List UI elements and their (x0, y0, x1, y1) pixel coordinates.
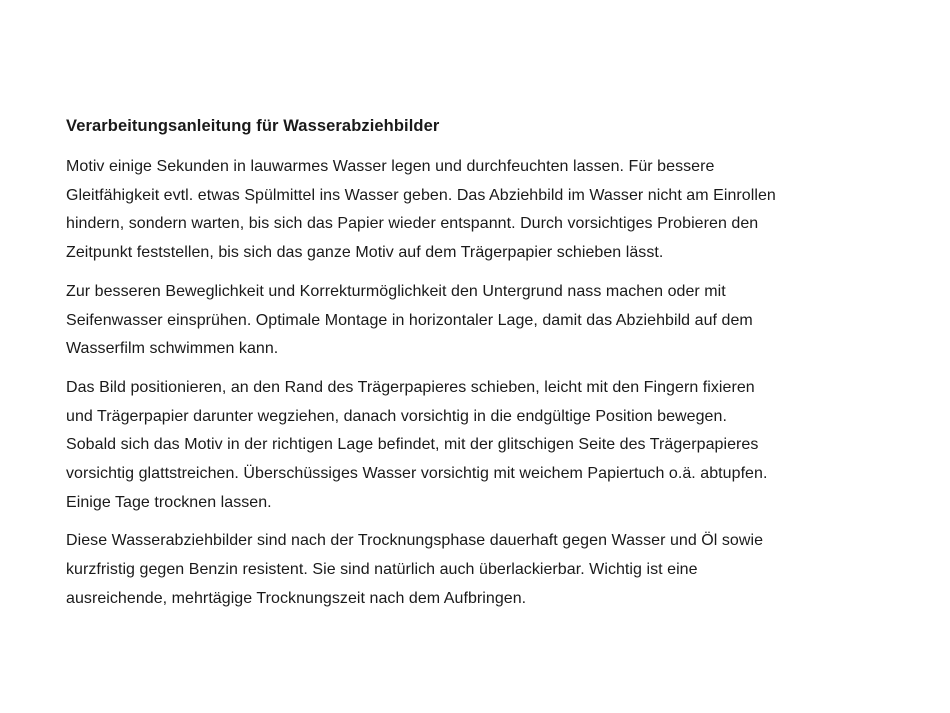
text-line: Wasserfilm schwimmen kann. (66, 340, 279, 358)
paragraph-soaking (66, 153, 888, 268)
paragraph-positioning (66, 374, 888, 518)
text-line: Einige Tage trocknen lassen. (66, 493, 272, 511)
document-content (66, 112, 888, 624)
text-line: Zeitpunkt feststellen, bis sich das ganze Motiv auf dem Trägerpapier schieben lässt. (66, 244, 664, 262)
text-line: Diese Wasserabziehbilder sind nach der Trocknungsphase dauerhaft gegen Wasser und Öl sowie (66, 532, 764, 550)
text-line: Seifenwasser einsprühen. Optimale Montage in horizontaler Lage, damit das Abziehbild auf dem (66, 311, 753, 329)
text-line: ausreichende, mehrtägige Trocknungszeit nach dem Aufbringen. (66, 589, 527, 607)
text-line: Motiv einige Sekunden in lauwarmes Wasser legen und durchfeuchten lassen. Für bessere (66, 158, 715, 175)
text-line: vorsichtig glattstreichen. Überschüssiges Wasser vorsichtig mit weichem Papiertuch o.ä. abtupfen. (66, 465, 768, 483)
text-line: Das Bild positionieren, an den Rand des Trägerpapieres schieben, leicht mit den Fingern fixieren (66, 378, 755, 396)
text-line: Sobald sich das Motiv in der richtigen Lage befindet, mit der glitschigen Seite des Trägerpapieres (66, 436, 759, 454)
text-line: hindern, sondern warten, bis sich das Papier wieder entspannt. Durch vorsichtiges Probieren den (66, 215, 759, 233)
text-line: kurzfristig gegen Benzin resistent. Sie sind natürlich auch überlackierbar. Wichtig ist eine (66, 561, 698, 579)
page-title: Verarbeitungsanleitung für Wasserabziehbilder (66, 117, 440, 135)
text-line: Zur besseren Beweglichkeit und Korrekturmöglichkeit den Untergrund nass machen oder mit (66, 282, 726, 300)
text-line: und Trägerpapier darunter wegziehen, danach vorsichtig in die endgültige Position bewegen. (66, 407, 727, 425)
text-line: Gleitfähigkeit evtl. etwas Spülmittel ins Wasser geben. Das Abziehbild im Wasser nicht am Einrollen (66, 186, 776, 204)
paragraph-durability (66, 527, 888, 613)
paragraph-surface-prep (66, 278, 888, 364)
